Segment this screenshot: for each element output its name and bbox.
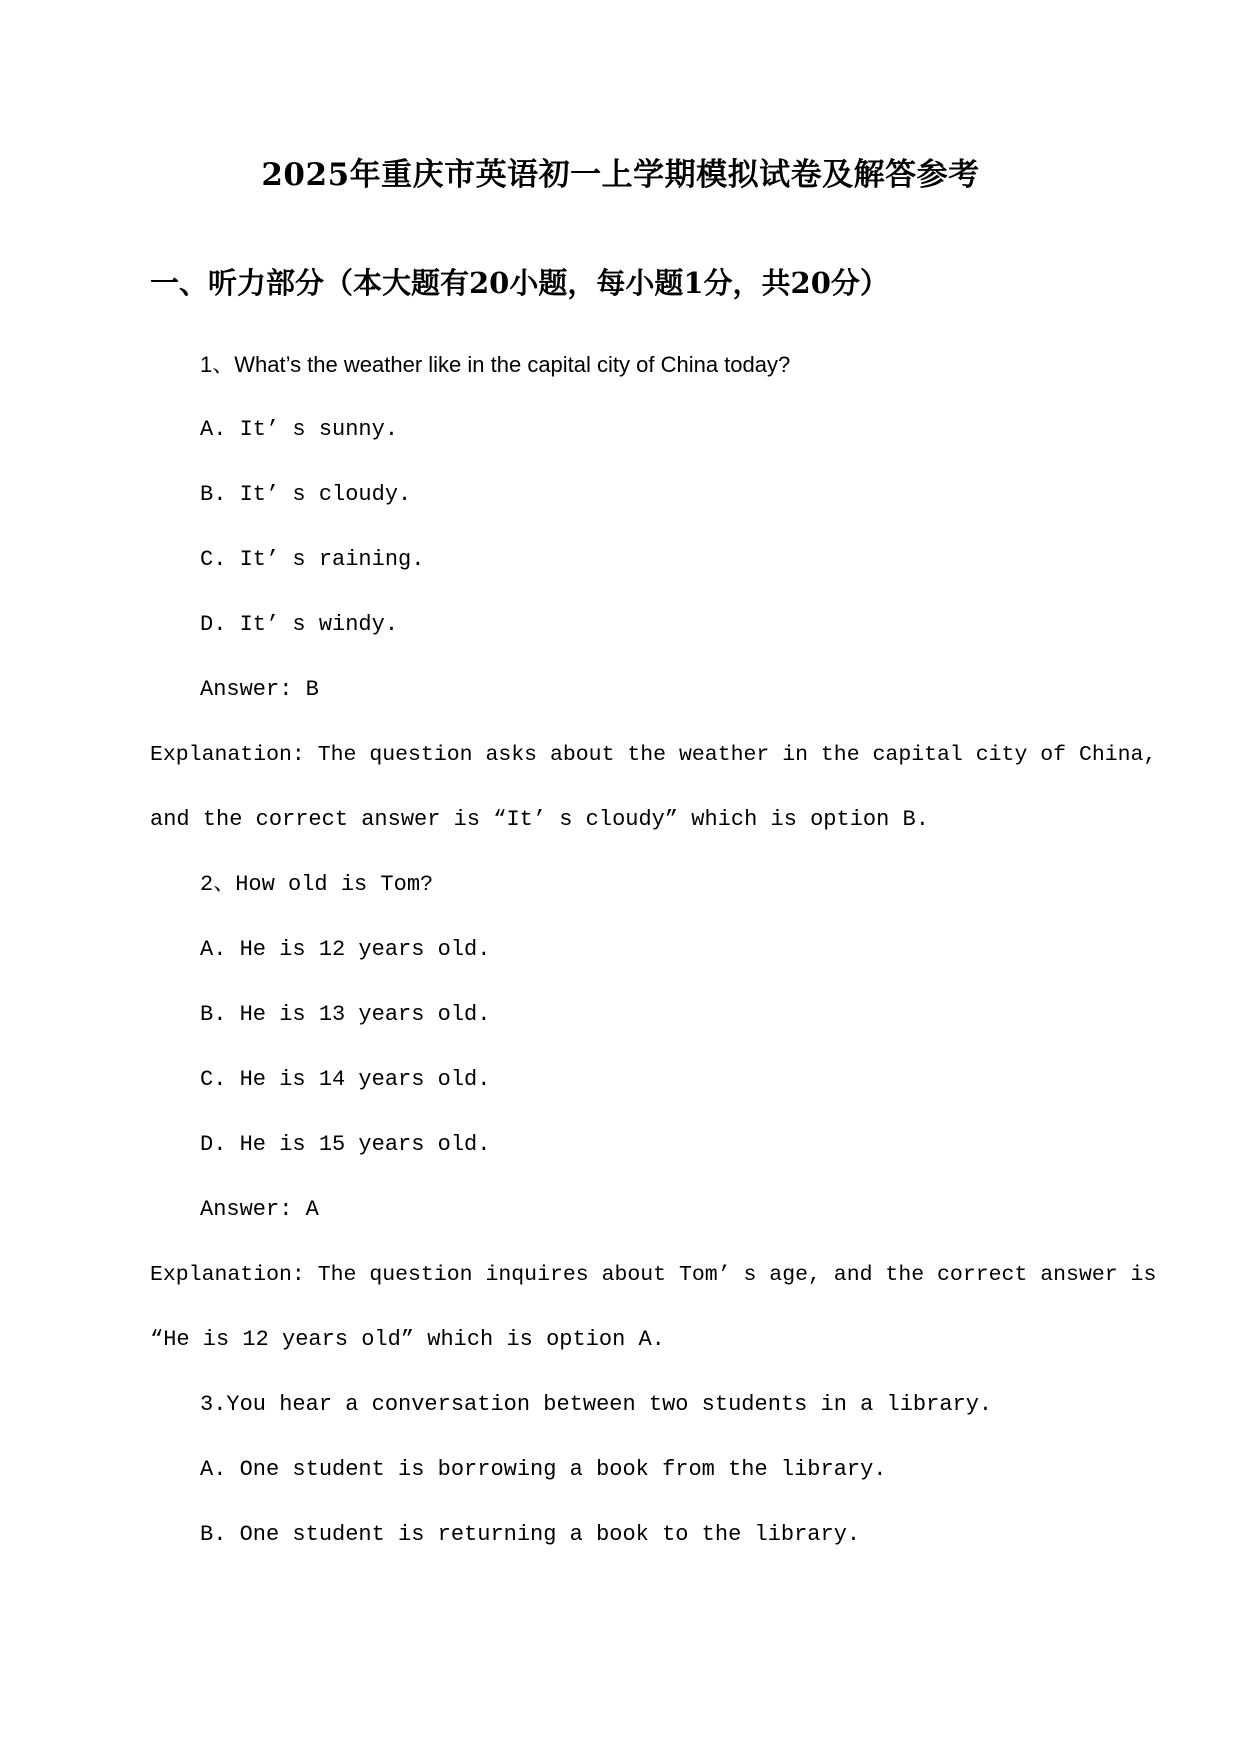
question-1-option-c: C. It’ s raining. <box>200 547 425 572</box>
question-3-option-a: A. One student is borrowing a book from the library. <box>200 1457 887 1482</box>
question-2-explanation-line-1: Explanation: The question inquires about Tom’ s age, and the correct answer is <box>150 1263 1157 1287</box>
document-title: 2025年重庆市英语初一上学期模拟试卷及解答参考 <box>261 157 980 193</box>
question-1-explanation-line-2: and the correct answer is “It’ s cloudy” which is option B. <box>150 807 929 832</box>
question-2-text: 2、How old is Tom? <box>200 872 434 897</box>
question-1-option-d: D. It’ s windy. <box>200 612 399 637</box>
question-3-text: 3.You hear a conversation between two students in a library. <box>200 1392 993 1417</box>
section-heading: 一、听力部分（本大题有20小题，每小题1分，共20分） <box>150 266 889 300</box>
question-1-explanation-line-1: Explanation: The question asks about the weather in the capital city of China, <box>150 743 1157 767</box>
question-2-explanation-line-2: “He is 12 years old” which is option A. <box>150 1327 665 1352</box>
question-2-option-c: C. He is 14 years old. <box>200 1067 491 1092</box>
question-1-option-a: A. It’ s sunny. <box>200 417 399 442</box>
question-1-text: 1、What’s the weather like in the capital city of China today? <box>200 352 791 377</box>
question-2-option-b: B. He is 13 years old. <box>200 1002 491 1027</box>
question-1-option-b: B. It’ s cloudy. <box>200 482 412 507</box>
question-2-option-a: A. He is 12 years old. <box>200 937 491 962</box>
question-3-option-b: B. One student is returning a book to the library. <box>200 1522 861 1547</box>
question-1-answer: Answer: B <box>200 677 319 702</box>
question-2-answer: Answer: A <box>200 1197 319 1222</box>
question-2-option-d: D. He is 15 years old. <box>200 1132 491 1157</box>
